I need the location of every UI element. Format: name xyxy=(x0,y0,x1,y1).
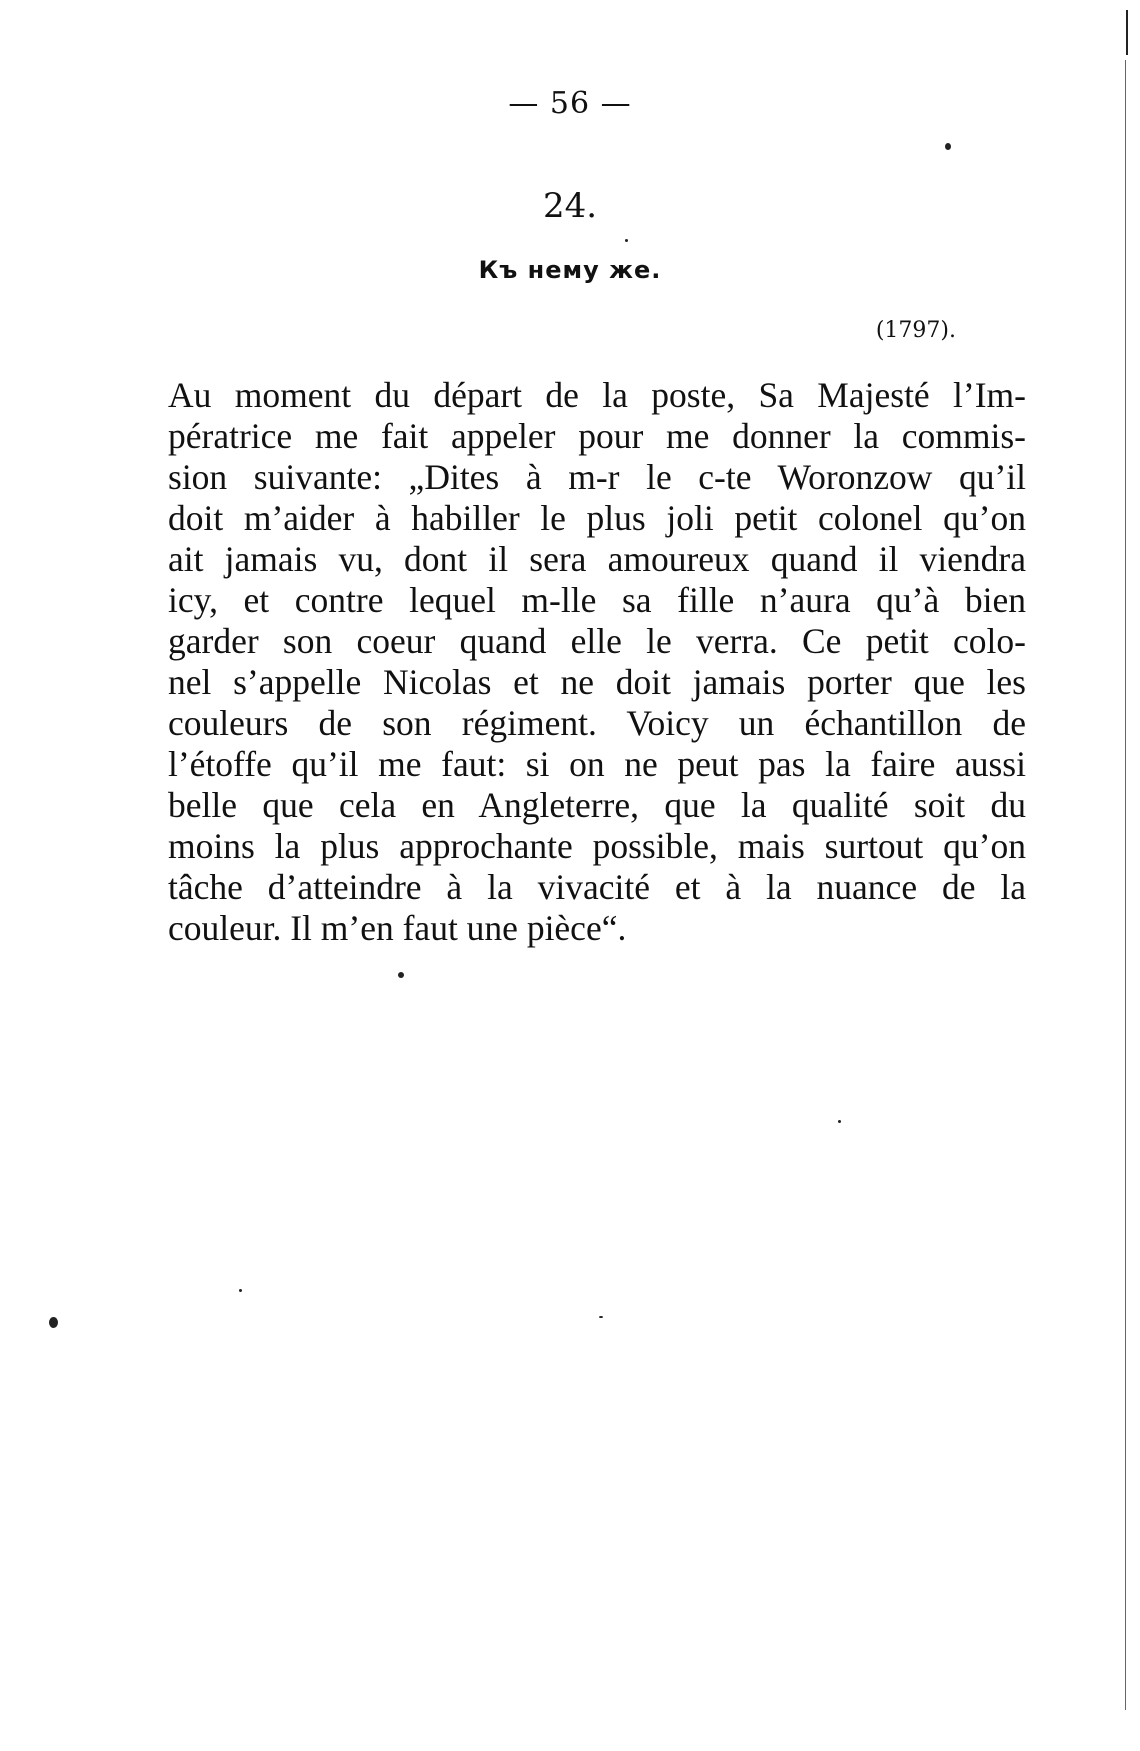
body-line: sion suivante: „Dites à m-r le c-te Woronzow qu’il xyxy=(168,457,1026,497)
body-line: l’étoffe qu’il me faut: si on ne peut pas la faire aussi xyxy=(168,744,1026,784)
letter-date: (1797). xyxy=(875,318,956,343)
body-line: moins la plus approchante possible, mais surtout qu’on xyxy=(168,826,1026,866)
scan-edge-line xyxy=(1125,60,1126,1710)
scan-speck xyxy=(599,1316,603,1318)
body-line: doit m’aider à habiller le plus joli petit colonel qu’on xyxy=(168,498,1026,538)
body-line: Au moment du départ de la poste, Sa Majesté l’Im- xyxy=(168,375,1026,415)
body-line: garder son coeur quand elle le verra. Ce petit colo- xyxy=(168,621,1026,661)
scan-speck xyxy=(398,972,404,978)
body-line: nel s’appelle Nicolas et ne doit jamais porter que les xyxy=(168,662,1026,702)
page-number: — 56 — xyxy=(508,86,632,121)
body-line: belle que cela en Angleterre, que la qualité soit du xyxy=(168,785,1026,825)
body-line: ait jamais vu, dont il sera amoureux quand il viendra xyxy=(168,539,1026,579)
scan-speck xyxy=(625,239,628,242)
scan-speck xyxy=(49,1317,58,1328)
scan-speck xyxy=(945,143,951,150)
body-line: tâche d’atteindre à la vivacité et à la nuance de la xyxy=(168,867,1026,907)
body-line: icy, et contre lequel m-lle sa fille n’aura qu’à bien xyxy=(168,580,1026,620)
scan-speck xyxy=(838,1120,841,1123)
scan-edge-line xyxy=(1126,10,1128,55)
body-line: couleurs de son régiment. Voicy un échantillon de xyxy=(168,703,1026,743)
letter-body xyxy=(168,375,1026,949)
letter-number: 24. xyxy=(542,186,598,226)
body-line: pératrice me fait appeler pour me donner la commis- xyxy=(168,416,1026,456)
letter-addressee: Къ нему же. xyxy=(478,256,662,284)
body-line: couleur. Il m’en faut une pièce“. xyxy=(168,908,627,948)
scan-speck xyxy=(239,1289,242,1292)
